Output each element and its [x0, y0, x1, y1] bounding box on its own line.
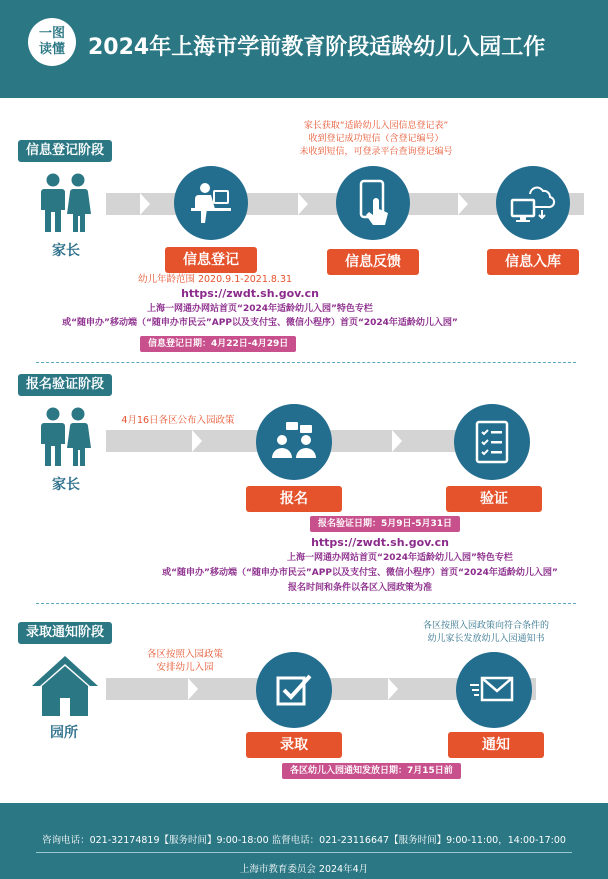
header-banner	[0, 0, 608, 98]
page-title: 2024年上海市学前教育阶段适龄幼儿入园工作	[88, 35, 546, 60]
chevron-1c	[458, 193, 472, 215]
step-feedback: 信息反馈	[327, 249, 419, 275]
stage-label-admission: 录取通知阶段	[18, 622, 112, 644]
stage2-url[interactable]: https://zwdt.sh.gov.cn	[311, 536, 449, 549]
stage3-date-pill: 各区幼儿入园通知发放日期：7月15日前	[282, 763, 461, 779]
step-registration: 信息登记	[165, 247, 257, 273]
actor-kindergarten: 园所	[50, 725, 78, 741]
phone-touch-icon	[353, 179, 393, 227]
arrange-note: 各区按照入园政策 安排幼儿入园	[146, 649, 223, 673]
stage2-info-line3: 报名时间和条件以各区入园政策为准	[287, 583, 432, 593]
policy-note: 4月16日各区公布入园政策	[121, 415, 235, 426]
chevron-2a	[192, 430, 206, 452]
cloud-computer-icon	[508, 180, 558, 226]
feedback-note: 家长获取“适龄幼儿入园信息登记表” 收到登记成功短信（含登记编号） 未收到短信，可登录平台查询登记编号	[299, 121, 453, 157]
footer	[0, 803, 608, 879]
badge	[28, 18, 76, 66]
footer-divider	[36, 852, 572, 853]
database-circle	[496, 166, 570, 240]
chevron-3a	[188, 678, 202, 700]
stage2-date-pill: 报名验证日期：5月9日-5月31日	[310, 516, 460, 532]
divider-1	[36, 362, 576, 363]
stage1-info-line2: 或“随申办”移动端（“随申办市民云”APP以及支付宝、微信小程序）首页“2024年适龄幼儿入园”	[62, 318, 458, 328]
checklist-icon	[474, 420, 510, 464]
registration-circle	[174, 166, 248, 240]
step-notice: 通知	[448, 732, 544, 758]
feedback-circle	[336, 166, 410, 240]
stage1-info-line1: 上海一网通办网站首页“2024年适龄幼儿入园”特色专栏	[147, 304, 373, 314]
stage1-url[interactable]: https://zwdt.sh.gov.cn	[181, 287, 319, 300]
age-range-note: 幼儿年龄范围 2020.9.1-2021.8.31	[137, 274, 293, 285]
verify-circle	[454, 404, 530, 480]
chevron-1a	[140, 193, 154, 215]
contact-info: 咨询电话：021-32174819【服务时间】9:00-18:00 监督电话：021-23116647【服务时间】9:00-11:00，14:00-17:00	[42, 835, 566, 846]
notice-circle	[456, 652, 532, 728]
badge-line2: 读懂	[38, 42, 65, 57]
school-house-icon	[30, 652, 100, 720]
step-admission: 录取	[246, 732, 342, 758]
computer-user-icon	[187, 181, 235, 225]
chevron-2b	[392, 430, 406, 452]
parents-icon	[38, 172, 94, 234]
chevron-1b	[298, 193, 312, 215]
envelope-icon	[470, 672, 518, 708]
actor-parent-2: 家长	[52, 477, 80, 493]
divider-2	[36, 603, 576, 604]
parents-icon-2	[38, 406, 94, 468]
issuing-org: 上海市教育委员会 2024年4月	[239, 864, 369, 875]
step-signup: 报名	[246, 486, 342, 512]
checkbox-icon	[274, 670, 314, 710]
stage1-date-pill: 信息登记日期：4月22日-4月29日	[140, 336, 296, 352]
step-verify: 验证	[446, 486, 542, 512]
stage2-info-line1: 上海一网通办网站首页“2024年适龄幼儿入园”特色专栏	[287, 553, 513, 563]
step-database: 信息入库	[487, 249, 579, 275]
chat-users-icon	[268, 422, 320, 462]
stage2-info-line2: 或“随申办”移动端（“随申办市民云”APP以及支付宝、微信小程序）首页“2024年适龄幼儿入园”	[162, 568, 558, 578]
stage-label-registration: 信息登记阶段	[18, 140, 112, 162]
stage-label-signup: 报名验证阶段	[18, 374, 112, 396]
actor-parent-1: 家长	[52, 243, 80, 259]
chevron-3b	[388, 678, 402, 700]
admission-circle	[256, 652, 332, 728]
badge-line1: 一图	[38, 26, 65, 41]
notice-note: 各区按照入园政策向符合条件的 幼儿家长发放幼儿入园通知书	[422, 621, 549, 644]
signup-circle	[256, 404, 332, 480]
